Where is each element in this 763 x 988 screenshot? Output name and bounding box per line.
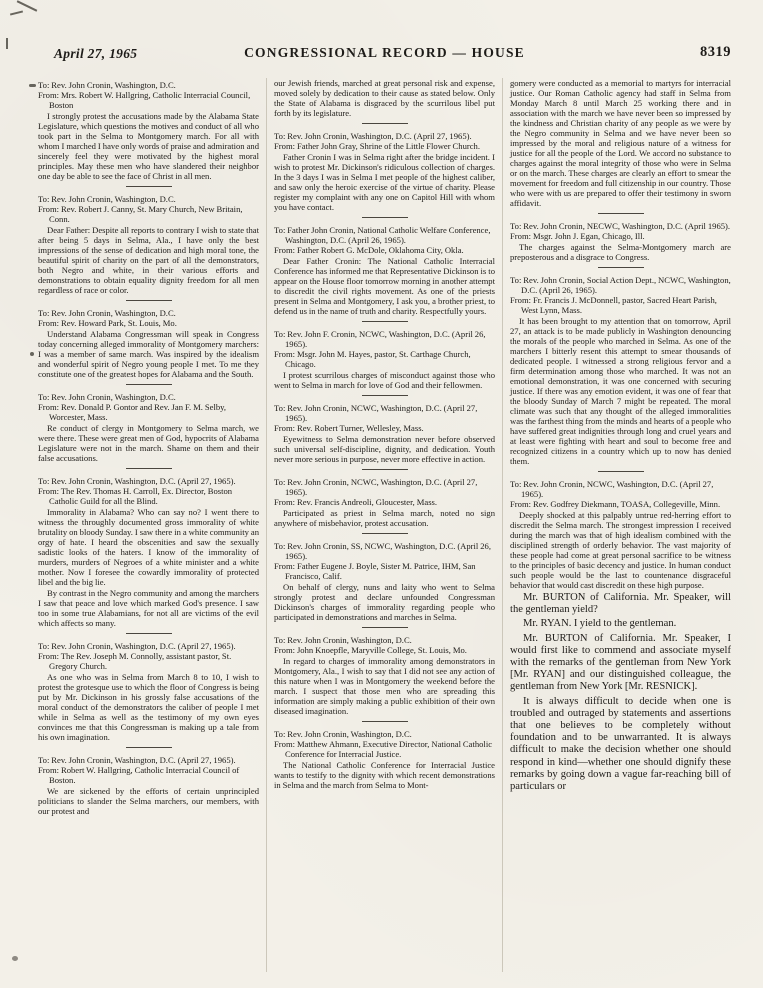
letter-address [38,392,259,422]
letter-paragraph: Understand Alabama Congressman will speak in Congress today concerning alleged immorality of Montgomery marchers: I was a member of same march. Was inspired by the idealism and wonderful spirit of Negro young people I met. To me they constitute one of the greatest hopes for Alabama and the South. [38,329,259,379]
letter-address-line: To: Father John Cronin, National Catholic Welfare Conference, Washington, D.C. (April 26, 1965). [274,225,491,245]
scan-artifact [12,956,18,961]
letter-address [274,477,495,507]
letter-address-line: From: Rev. Francis Andreoli, Gloucester, Mass. [274,497,438,507]
letter-address-line: From: Mrs. Robert W. Hallgring, Catholic Interracial Council, Boston [38,90,251,110]
letter-address-line: To: Rev. John Cronin, NECWC, Washington, D.C. (April 1965). [510,221,731,231]
letter-address-line: To: Rev. John Cronin, NCWC, Washington, D.C. (April 27, 1965). [510,479,714,499]
letter-paragraph: I protest scurrilous charges of misconduct against those who went to Selma in march for love of God and their fellowmen. [274,370,495,390]
letter-separator [274,213,495,223]
letter-paragraph: It has been brought to my attention that on tomorrow, April 27, an attack is to be made publicly in Washington denouncing the morals of the people who marched in Selma. As one of the marchers I bitterly resent this attempt to smear thousands of dedicated people. I witnessed a strong religious fervor and a firm determination among those who marched. It was not an emotional demonstration, it was one concerned with securing justice. If there was any emotion evident, it was one of fear that the bloody Sunday of March 7 might be repeated. The moral climate was such that any thought of the alleged immoralities was the farthest thing from the minds and hearts of a people who have suffered great indignities through long and cruel years and at least were fighting with heart and soul to become free and recognized citizens in a country which up to now has denied them. [510,316,731,466]
letter-address-line: From: Father Eugene J. Boyle, Sister M. Patrice, IHM, San Francisco, Calif. [274,561,476,581]
letter-paragraph: Dear Father Cronin: The National Catholic Interracial Conference has informed me that Representative Dickinson is to appear on the House floor tomorrow morning in another attempt to discredit the civil rights movement. As one of the priests present in Selma and Montgomery, I ask you, a brother priest, to defend us in the name of truth and charity. Respectfully yours. [274,256,495,316]
letter-paragraph: The National Catholic Conference for Interracial Justice wants to testify to the dignity with which recent demonstrations in Selma and the march from Selma to Mont- [274,760,495,790]
letter-address-line: To: Rev. John Cronin, Washington, D.C. [38,308,176,318]
page-header [38,44,731,68]
speech-paragraph: Mr. BURTON of California. Mr. Speaker, I would first like to commend and associate myself with the remarks of the gentleman from New York [Mr. RYAN] and our distinguished colleague, the gentleman from New York [Mr. RESNICK]. [510,632,731,693]
letter-address [274,541,495,581]
letter-address-line: From: Rev. Robert J. Canny, St. Mary Church, New Britain, Conn. [38,204,243,224]
letter-address-line: From: Father Robert G. McDole, Oklahoma City, Okla. [274,245,464,255]
letter-address [274,225,495,255]
letter-address-line: From: Rev. Robert Turner, Wellesley, Mass. [274,423,424,433]
letter-address-line: From: Fr. Francis J. McDonnell, pastor, Sacred Heart Parish, West Lynn, Mass. [510,295,717,315]
letter-separator [38,380,259,390]
letter-paragraph: We are sickened by the efforts of certain unprincipled politicians to slander the Selma marchers, our members, with our protest and [38,786,259,816]
letter-address [510,221,731,241]
letter-paragraph: Immorality in Alabama? Who can say no? I went there to witness the throughly documented gross immorality of white brutality on bloody Sunday. I saw there in a white community an orgy of hate. I heard the obscenities and saw the sexually sadistic looks of the haters. I know of the immorality of murders, murders of Negroes of a white minister and a white mother. Now I foresee the cowardly immorality of protected libel and the big lie. [38,507,259,587]
letter-address [510,479,731,509]
letter-separator [274,391,495,401]
letter-address [274,403,495,433]
column-3 [502,78,731,972]
letter-address-line: To: Rev. John Cronin, Washington, D.C. (April 27, 1965). [38,755,236,765]
letter-separator [38,629,259,639]
letter-address-line: To: Rev. John Cronin, Washington, D.C. (April 27, 1965). [38,476,236,486]
text-columns [38,78,731,972]
scan-artifact [6,38,8,49]
scan-artifact [30,352,34,356]
letter-paragraph: Father Cronin I was in Selma right after the bridge incident. I wish to protest Mr. Dickinson's ridiculous collection of charges. In the 3 days I was in Selma I met people of the highest caliber, and saw only the heroic exercise of the virtue of charity. Please register my complaint with any one on Capitol Hill with whom you have contact. [274,152,495,212]
letter-address [38,755,259,785]
letter-separator [38,743,259,753]
letter-address-line: To: Rev. John Cronin, SS, NCWC, Washington, D.C. (April 26, 1965). [274,541,492,561]
letter-separator [38,182,259,192]
issue-date: April 27, 1965 [54,46,138,61]
letter-address-line: From: John Knoepfle, Maryville College, St. Louis, Mo. [274,645,467,655]
letter-separator [274,317,495,327]
letter-address-line: To: Rev. John Cronin, NCWC, Washington, D.C. (April 27, 1965). [274,477,478,497]
letter-address [274,329,495,369]
letter-address-line: From: Msgr. John M. Hayes, pastor, St. Carthage Church, Chicago. [274,349,471,369]
scan-artifact [10,10,23,15]
letter-separator [274,717,495,727]
letter-separator [38,296,259,306]
letter-paragraph: The charges against the Selma-Montgomery march are preposterous and a disgrace to Congress. [510,242,731,262]
letter-paragraph: In regard to charges of immorality among demonstrators in Montgomery, Ala., I wish to say that I did not see any action of this nature when I was in Montgomery the weekend before the march. I suspect that those men who are spreading this information are simply making a public exhibition of their own diseased imagination. [274,656,495,716]
letter-address-line: From: Rev. Donald P. Gontor and Rev. Jan F. M. Selby, Worcester, Mass. [38,402,227,422]
column-1 [38,78,266,972]
letter-address-line: From: Rev. Godfrey Diekmann, TOASA, Collegeville, Minn. [510,499,721,509]
letter-address-line: From: The Rev. Thomas H. Carroll, Ex. Director, Boston Catholic Guild for all the Blind. [38,486,233,506]
letter-address-line: To: Rev. John Cronin, Washington, D.C. [274,729,412,739]
letter-address [38,194,259,224]
letter-separator [510,209,731,219]
letter-paragraph: On behalf of clergy, nuns and laity who went to Selma strongly protest and declare unfounded Congressman Dickinson's charges of immorality regarding people who participated in demonstrations and marches in Selma. [274,582,495,622]
letter-separator [274,119,495,129]
letter-address-line: To: Rev. John Cronin, Washington, D.C. [38,392,176,402]
letter-paragraph: By contrast in the Negro community and among the marchers I saw that peace and love which marked God's presence. I saw too in some true Alabamians, for not all are victims of the evil which affects so many. [38,588,259,628]
letter-address [38,641,259,671]
letter-address [274,729,495,759]
letter-paragraph: gomery were conducted as a memorial to martyrs for interracial justice. Our Roman Catholic agency had staff in Selma from Monday March 8 until March 25 working there and in association with the march we have never been so impressed by the kindness and Christian charity of any people as we were by the Negro community in Selma and we have never been so impressed by the moral and religious nature of a witness for justice for all the people of the Lord. We accord no substance to charges against the moral integrity of those who were in Selma or on the march. These charges are clearly an effort to smear the movement for freedom and full citizenship in our country. Those who were with us are prepared to offer their testimony in sworn affidavit. [510,78,731,208]
letter-address [510,275,731,315]
letter-paragraph: Dear Father: Despite all reports to contrary I wish to state that after being 5 days in Selma, Ala., I have only the best impressions of the sense of dedication and high moral tone, the beautiful spirit of charity on the part of all the demonstrators, both Negro and white, in their various efforts and demonstrations to obtain equality dignity freedom for all men regardless of race or color. [38,225,259,295]
letter-address-line: To: Rev. John Cronin, Washington, D.C. [38,80,176,90]
letter-paragraph: Participated as priest in Selma march, noted no sign anywhere of misbehavior, protest accusation. [274,508,495,528]
letter-address-line: From: Father John Gray, Shrine of the Little Flower Church. [274,141,481,151]
letter-separator [274,529,495,539]
letter-paragraph: As one who was in Selma from March 8 to 10, I wish to protest the grotesque use to which the floor of Congress is being put by Mr. Dickinson in his grossly false accusations of the moral conduct of the demonstrators the caliber of people I met while in Selma as well as the testimony of my own eyes convinces me that this Congressman is making up a tale from his own imagination. [38,672,259,742]
letter-address-line: To: Rev. John Cronin, Washington, D.C. [38,194,176,204]
letter-address [38,80,259,110]
letter-address-line: To: Rev. John Cronin, Washington, D.C. [274,635,412,645]
column-2 [266,78,502,972]
letter-address [38,308,259,328]
speech-paragraph: It is always difficult to decide when one is troubled and outraged by statements and assertions that one believes to be completely without foundation and to be unwarranted. It is always difficult to make the decision whether one should respond in kind—whether one should dignify these remarks by going down a vague far-reaching bill of particulars or [510,695,731,793]
letter-address-line: To: Rev. John Cronin, Washington, D.C. (April 27, 1965). [38,641,236,651]
letter-separator [38,464,259,474]
letter-separator [274,623,495,633]
letter-address-line: To: Rev. John Cronin, Social Action Dept., NCWC, Washington, D.C. (April 26, 1965). [510,275,731,295]
letter-address-line: From: Rev. Howard Park, St. Louis, Mo. [38,318,177,328]
letter-paragraph: Re conduct of clergy in Montgomery to Selma march, we were there. These were great men of God, hypocrits of Alabama Legislature were not in the march. Shame on them and their false accusations. [38,423,259,463]
letter-address [274,131,495,151]
letter-separator [510,467,731,477]
letter-address [38,476,259,506]
scan-artifact [29,84,36,87]
publication-title: CONGRESSIONAL RECORD — HOUSE [244,45,525,60]
letter-address-line: From: Msgr. John J. Egan, Chicago, Ill. [510,231,645,241]
letter-separator [274,465,495,475]
speech-paragraph: Mr. RYAN. I yield to the gentleman. [523,618,677,630]
speech-paragraph: Mr. BURTON of California. Mr. Speaker, will the gentleman yield? [510,592,731,616]
letter-paragraph: Eyewitness to Selma demonstration never before observed such universal self-discipline, dignity, and dedication. Youth never more serious in purpose, never more effective in action. [274,434,495,464]
letter-paragraph: Deeply shocked at this palpably untrue red-herring effort to discredit the Selma march. The strongest impression I received during the march was that of high idealism combined with the disciplined strength of orderly behavior. The vast majority of these people had come at great personal sacrifice to be witness to the principles of basic decency and justice. In human conduct such people would be the last to countenance disgraceful behavior that would cast discredit on these high purpose. [510,510,731,590]
letter-address [274,635,495,655]
letter-address-line: To: Rev. John F. Cronin, NCWC, Washington, D.C. (April 26, 1965). [274,329,486,349]
letter-address-line: From: The Rev. Joseph M. Connolly, assistant pastor, St. Gregory Church. [38,651,232,671]
page-number: 8319 [700,44,731,60]
letter-address-line: From: Robert W. Hallgring, Catholic Interracial Council of Boston. [38,765,240,785]
letter-address-line: From: Matthew Ahmann, Executive Director, National Catholic Conference for Interracial Justice. [274,739,493,759]
letter-paragraph: I strongly protest the accusations made by the Alabama State Legislature, which questions the motives and conduct of all who took part in the Selma to Montgomery march. For all with whom I marched I have only words of praise and admiration and sincerely feel they were motivated by the highest moral principles. May these men who have slandered their neighbor one day be able to see the face of Christ in all men. [38,111,259,181]
letter-paragraph: our Jewish friends, marched at great personal risk and expense, moved solely by dedication to their cause as stated below. Only the State of Alabama is disgraced by the scurrilous libel put forth by its legislature. [274,78,495,118]
letter-separator [510,263,731,273]
letter-address-line: To: Rev. John Cronin, NCWC, Washington, D.C. (April 27, 1965). [274,403,478,423]
letter-address-line: To: Rev. John Cronin, Washington, D.C. (April 27, 1965). [274,131,472,141]
